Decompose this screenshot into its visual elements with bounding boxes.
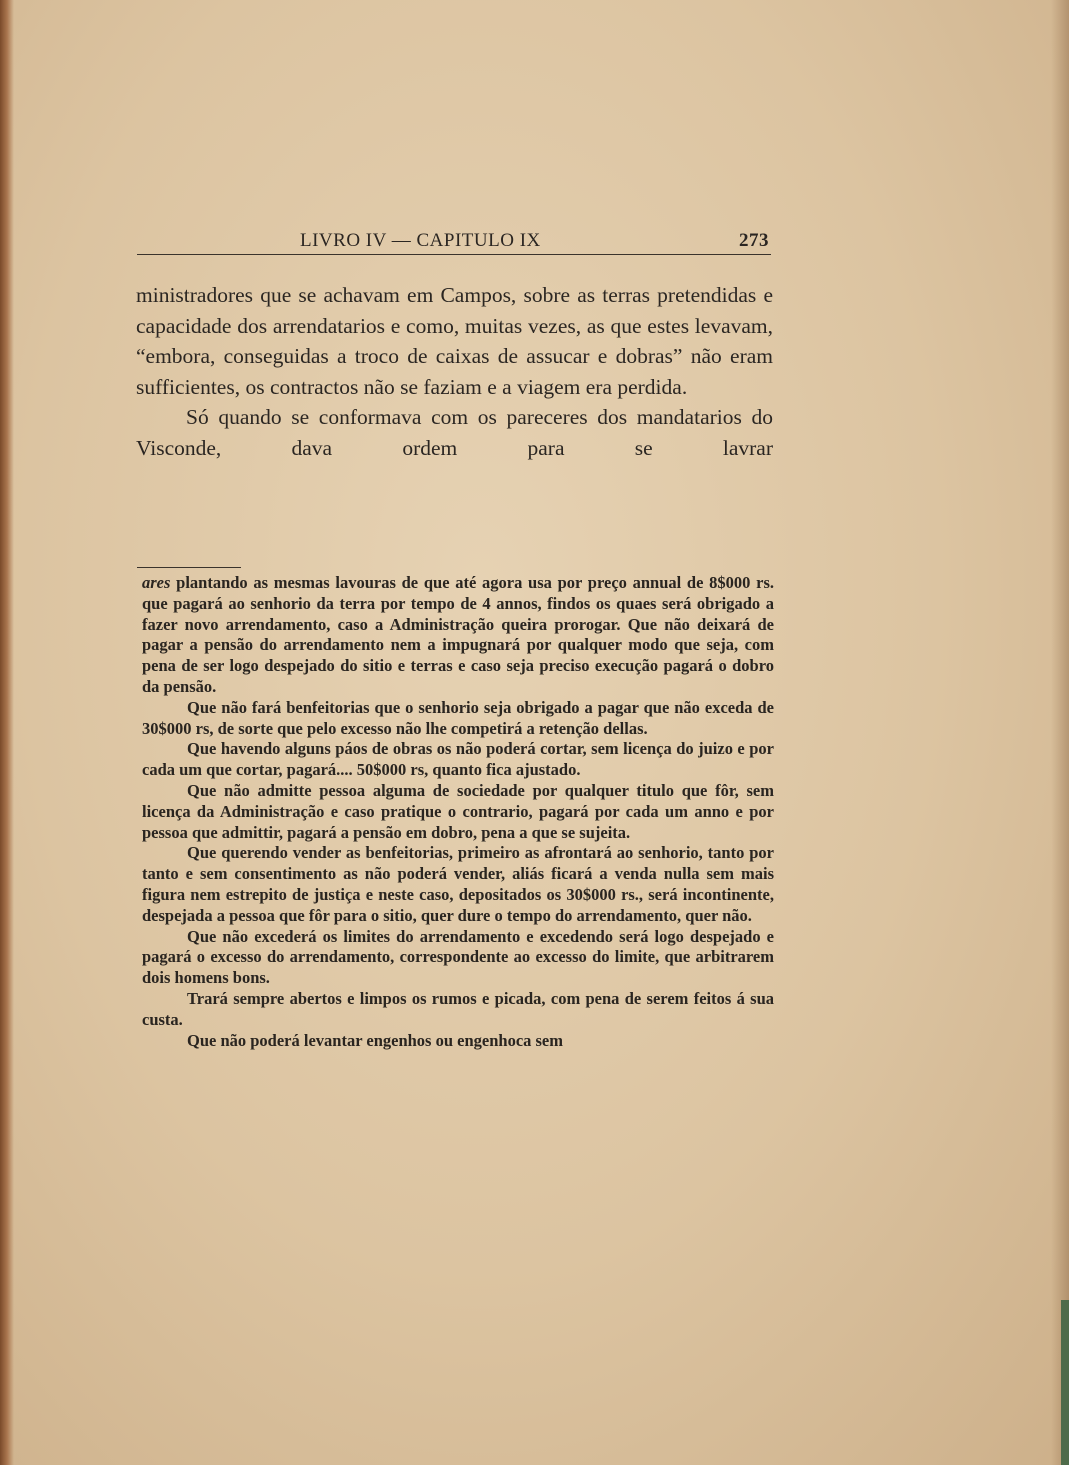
footnote-separator — [137, 567, 241, 568]
footnote-paragraph-6: Que não excederá os limites do arrendamento e excedendo será logo despejado e pagará o excesso do arrendamento, correspondente ao excesso do limite, que arbitrarem dois homens bons. — [142, 926, 774, 988]
footnote-paragraph-1-text: plantando as mesmas lavouras de que até agora usa por preço annual de 8$000 rs. que pagará ao senhorio da terra por tempo de 4 annos, findos os quaes será obrigado a fazer novo arrendamento, caso a Administração queira prorogar. Que não deixará de pagar a pensão do arrendamento nem a impugnará por qualquer modo que seja, com pena de ser logo despejado do sitio e terras e caso seja preciso execução pagará o dobro da pensão. — [142, 573, 774, 696]
running-header — [137, 228, 771, 255]
page-number: 273 — [739, 230, 769, 251]
body-paragraph-2: Só quando se conformava com os pareceres dos mandatarios do Visconde, dava ordem para se lavrar — [136, 405, 773, 460]
body-paragraph-1: ministradores que se achavam em Campos, sobre as terras pretendidas e capacidade dos arrendatarios e como, muitas vezes, as que estes levavam, “embora, conseguidas a troco de caixas de assucar e dobras” não eram sufficientes, os contractos não se faziam e a viagem era perdida. — [136, 283, 773, 399]
page-corner-tab — [1061, 1300, 1069, 1465]
page-right-shadow — [1051, 0, 1069, 1465]
footnote-block — [142, 573, 774, 1051]
footnote-paragraph-3: Que havendo alguns páos de obras os não poderá cortar, sem licença do juizo e por cada um que cortar, pagará.... 50$000 rs, quanto fica ajustado. — [142, 739, 774, 780]
footnote-paragraph-1 — [142, 573, 774, 698]
chapter-title: LIVRO IV — CAPITULO IX — [300, 230, 541, 251]
main-text — [136, 280, 773, 463]
footnote-paragraph-8: Que não poderá levantar engenhos ou engenhoca sem — [187, 1030, 564, 1050]
footnote-paragraph-7: Trará sempre abertos e limpos os rumos e picada, com pena de serem feitos á sua custa. — [142, 988, 774, 1029]
footnote-paragraph-5: Que querendo vender as benfeitorias, primeiro as afrontará ao senhorio, tanto por tanto e sem consentimento as não poderá vender, aliás ficará a venda nulla sem mais figura nem estrepito de justiça e neste caso, depositados os 30$000 rs., será incontinente, despejada a pessoa que fôr para o sitio, quer dure o tempo do arrendamento, quer não. — [142, 843, 774, 925]
footnote-paragraph-4: Que não admitte pessoa alguma de sociedade por qualquer titulo que fôr, sem licença da Administração e caso pratique o contrario, pagará por cada um anno e por pessoa que admittir, pagará a pensão em dobro, pena a que se sujeita. — [142, 780, 774, 842]
page-binding-edge — [0, 0, 14, 1465]
footnote-lead-word: ares — [142, 573, 171, 592]
footnote-paragraph-2: Que não fará benfeitorias que o senhorio seja obrigado a pagar que não exceda de 30$000 rs, de sorte que pelo excesso não lhe competirá a retenção dellas. — [142, 697, 774, 738]
